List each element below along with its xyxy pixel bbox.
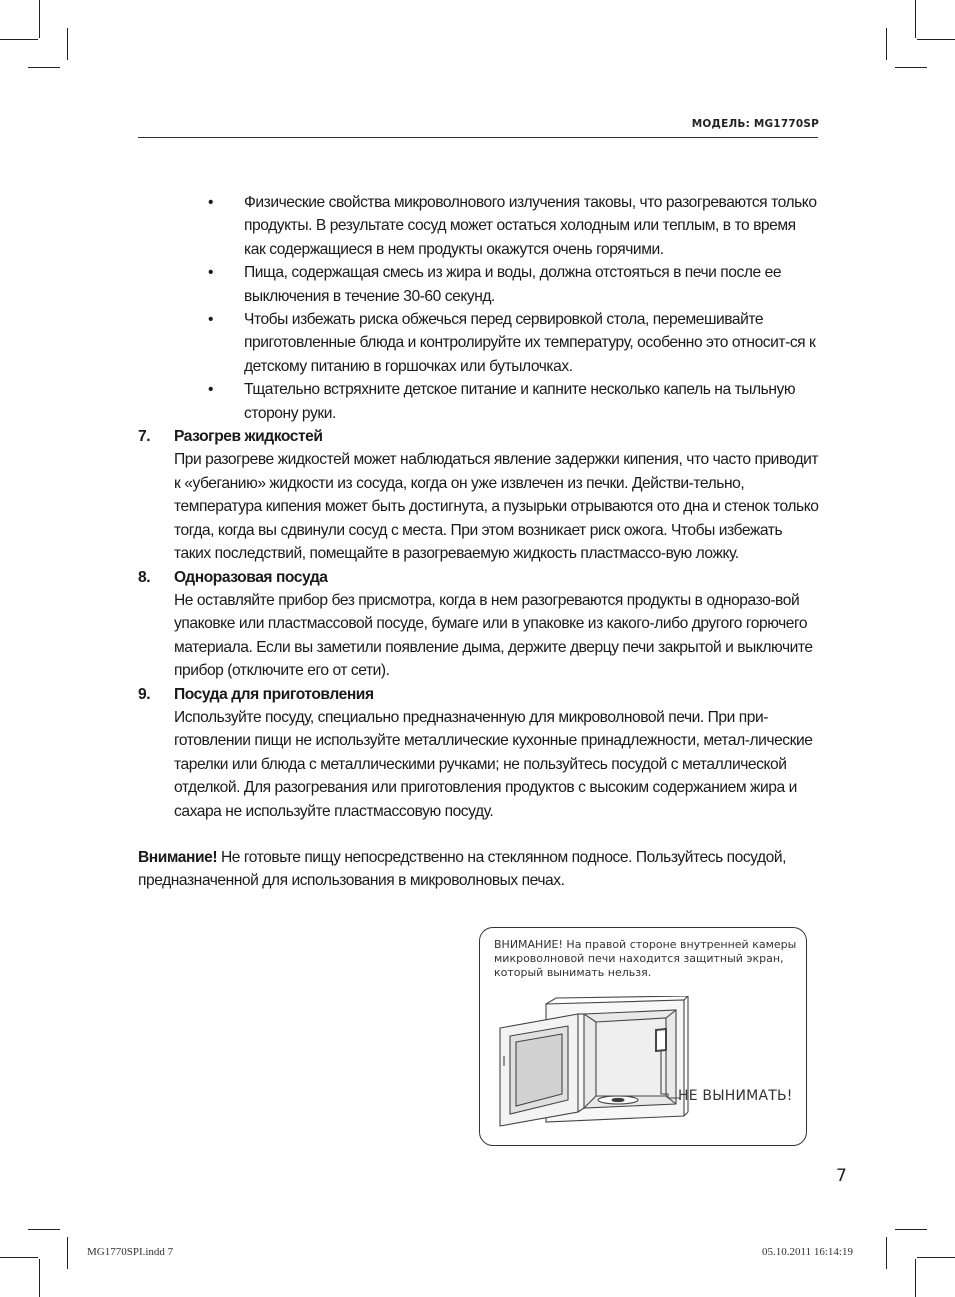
- crop-mark: [0, 1257, 38, 1258]
- page-number: 7: [836, 1166, 847, 1186]
- bullet-icon: •: [208, 194, 214, 211]
- bullet-text: Физические свойства микроволнового излучения таковы, что разогреваются только продукты. В результате сосуд может остаться холодным или теплым, в то время как содержащиеся в нем продукты окажутся очень горячими.: [244, 194, 817, 258]
- bullet-list: [138, 191, 820, 425]
- section-text: Используйте посуду, специально предназначенную для микроволновой печи. При при-готовлении пищи не используйте металлические кухонные принадлежности, метал-лические тарелки или блюда с металлическими ручками; не пользуйтесь посудой с металлической отделкой. Для разогревания или приготовления продуктов с высоким содержанием жира и сахара не используйте пластмассовую посуду.: [174, 708, 813, 820]
- bullet-text: Чтобы избежать риска обжечься перед сервировкой стола, перемешивайте приготовленные блюда и контролируйте их температуру, особенно это относит-ся к детскому питанию в горшочках или бутылочках.: [244, 311, 816, 375]
- crop-mark: [67, 1237, 68, 1269]
- section-cookware: [138, 683, 820, 823]
- notice-box: [479, 927, 807, 1146]
- bullet-item: [138, 308, 820, 378]
- bullet-item: [138, 261, 820, 308]
- crop-mark: [0, 39, 38, 40]
- section-text: Не оставляйте прибор без присмотра, когда в нем разогреваются продукты в одноразо-вой упаковке или пластмассовой посуде, бумаге или в упаковке из какого-либо другого горючего материала. Если вы заметили появление дыма, держите дверцу печи закрытой и выключите прибор (отключите его от сети).: [174, 591, 813, 680]
- warning-text: Не готовьте пищу непосредственно на стеклянном подносе. Пользуйтесь посудой, предназначенной для использования в микроволновых печах.: [138, 848, 787, 890]
- bullet-text: Тщательно встряхните детское питание и капните несколько капель на тыльную сторону руки.: [244, 381, 796, 422]
- warning-paragraph: [138, 846, 820, 893]
- bullet-item: [138, 378, 820, 425]
- crop-mark: [886, 28, 887, 60]
- crop-mark: [886, 1237, 887, 1269]
- section-title: Разогрев жидкостей: [174, 428, 323, 446]
- model-header: МОДЕЛЬ: MG1770SP: [691, 118, 819, 130]
- crop-mark: [39, 1259, 40, 1297]
- bullet-item: [138, 191, 820, 261]
- crop-mark: [895, 67, 927, 68]
- bullet-text: Пища, содержащая смесь из жира и воды, должна отстояться в печи после ее выключения в течение 30-60 секунд.: [244, 264, 782, 305]
- do-not-remove-label: НЕ ВЫНИМАТЬ!: [678, 1088, 793, 1104]
- microwave-illustration: [488, 996, 800, 1136]
- bullet-icon: •: [208, 311, 214, 329]
- page-content: [138, 191, 820, 893]
- bullet-icon: •: [208, 381, 214, 399]
- notice-text: ВНИМАНИЕ! На правой стороне внутренней камеры микроволновой печи находится защитный экран, который вынимать нельзя.: [494, 938, 797, 980]
- section-title: Посуда для приготовления: [174, 685, 374, 703]
- section-number: 7.: [138, 428, 151, 446]
- crop-mark: [67, 28, 68, 60]
- crop-mark: [28, 67, 60, 68]
- section-text: При разогреве жидкостей может наблюдаться явление задержки кипения, что часто приводит к «убеганию» жидкости из сосуда, когда он уже извлечен из печки. Действи-тельно, температура кипения может быть достигнута, а пузырьки отрываются ото дна и стенок только тогда, когда вы сдвинули сосуд с места. При этом возникает риск ожога. Чтобы избежать таких последствий, помещайте в разогреваемую жидкость пластмассо-вую ложку.: [174, 451, 819, 563]
- footer-datetime: 05.10.2011 16:14:19: [762, 1246, 853, 1258]
- footer-filename: MG1770SPI.indd 7: [87, 1246, 174, 1258]
- crop-mark: [917, 1257, 955, 1258]
- crop-mark: [915, 1259, 916, 1297]
- section-title: Одноразовая посуда: [174, 568, 328, 586]
- crop-mark: [895, 1229, 927, 1230]
- section-number: 9.: [138, 685, 151, 703]
- crop-mark: [39, 0, 40, 38]
- section-disposable-dishes: [138, 566, 820, 683]
- crop-mark: [917, 39, 955, 40]
- bullet-icon: •: [208, 264, 214, 282]
- section-liquid-heating: [138, 425, 820, 565]
- header-rule: [138, 137, 818, 138]
- section-number: 8.: [138, 568, 151, 586]
- crop-mark: [28, 1229, 60, 1230]
- warning-label: Внимание!: [138, 848, 218, 866]
- crop-mark: [915, 0, 916, 38]
